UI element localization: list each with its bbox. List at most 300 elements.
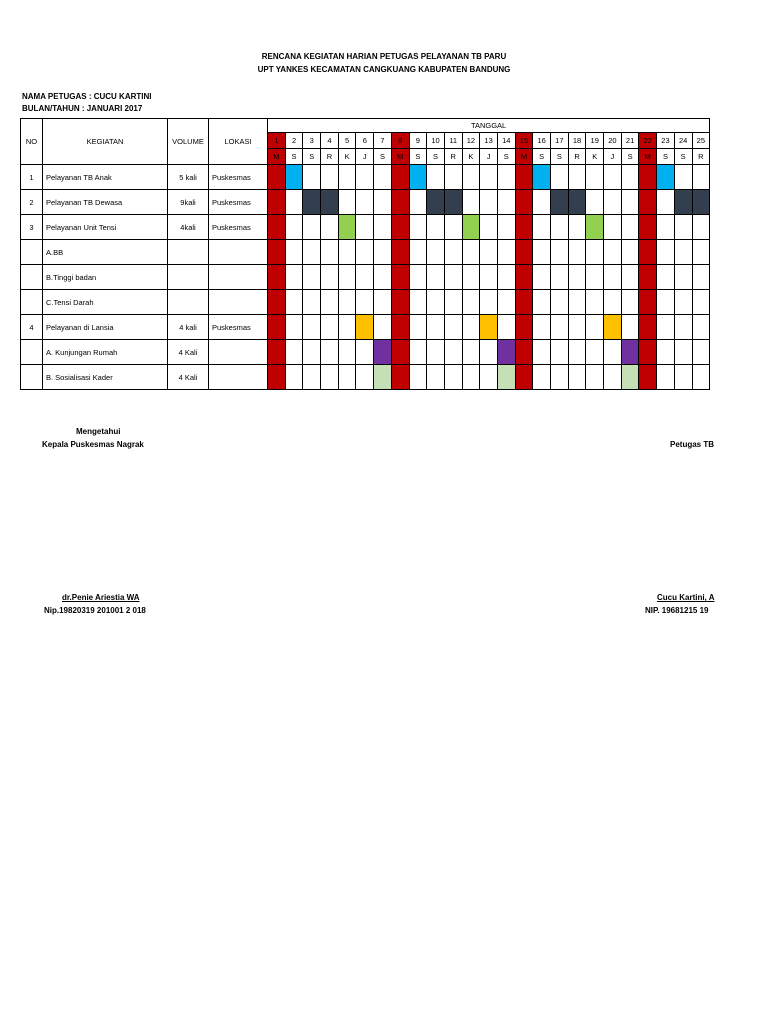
- day-cell: [533, 290, 551, 315]
- day-cell: [692, 165, 710, 190]
- day-cell: [533, 165, 551, 190]
- day-cell: [586, 165, 604, 190]
- day-cell: [303, 215, 321, 240]
- day-cell: [568, 240, 586, 265]
- table-row: [21, 290, 710, 315]
- day-cell: [621, 265, 639, 290]
- day-cell: [480, 315, 498, 340]
- day-cell: [409, 315, 427, 340]
- day-letter: S: [674, 149, 692, 165]
- day-number: 18: [568, 133, 586, 149]
- day-letter: S: [285, 149, 303, 165]
- day-cell: [391, 215, 409, 240]
- day-cell: [391, 340, 409, 365]
- day-cell: [639, 165, 657, 190]
- day-number: 17: [551, 133, 569, 149]
- day-letter: S: [374, 149, 392, 165]
- day-letter: M: [268, 149, 286, 165]
- day-letter: S: [409, 149, 427, 165]
- row-kegiatan: B. Sosialisasi Kader: [43, 365, 168, 390]
- day-cell: [639, 315, 657, 340]
- day-cell: [657, 190, 675, 215]
- day-cell: [285, 290, 303, 315]
- day-cell: [356, 165, 374, 190]
- day-cell: [374, 165, 392, 190]
- day-cell: [374, 190, 392, 215]
- day-cell: [321, 265, 339, 290]
- day-cell: [515, 215, 533, 240]
- day-letter: R: [568, 149, 586, 165]
- day-cell: [338, 340, 356, 365]
- day-cell: [551, 290, 569, 315]
- day-number: 23: [657, 133, 675, 149]
- day-number: 13: [480, 133, 498, 149]
- row-no: [21, 290, 43, 315]
- schedule-table: [20, 118, 710, 390]
- day-cell: [285, 315, 303, 340]
- day-cell: [586, 340, 604, 365]
- day-cell: [444, 240, 462, 265]
- day-cell: [621, 215, 639, 240]
- day-cell: [674, 215, 692, 240]
- day-cell: [674, 315, 692, 340]
- day-cell: [303, 290, 321, 315]
- day-cell: [551, 165, 569, 190]
- day-cell: [674, 365, 692, 390]
- day-cell: [480, 290, 498, 315]
- day-cell: [568, 290, 586, 315]
- day-cell: [374, 240, 392, 265]
- day-number: 14: [497, 133, 515, 149]
- day-cell: [427, 190, 445, 215]
- day-cell: [692, 190, 710, 215]
- day-cell: [338, 165, 356, 190]
- row-no: [21, 265, 43, 290]
- day-cell: [497, 165, 515, 190]
- day-cell: [568, 215, 586, 240]
- row-kegiatan: Pelayanan Unit Tensi: [43, 215, 168, 240]
- day-cell: [657, 240, 675, 265]
- row-lokasi: [209, 365, 268, 390]
- day-number: 11: [444, 133, 462, 149]
- lokasi-header: LOKASI: [209, 119, 268, 165]
- day-number: 15: [515, 133, 533, 149]
- day-cell: [391, 190, 409, 215]
- day-cell: [674, 190, 692, 215]
- day-cell: [356, 265, 374, 290]
- day-cell: [303, 240, 321, 265]
- day-cell: [621, 340, 639, 365]
- day-cell: [568, 365, 586, 390]
- day-cell: [515, 290, 533, 315]
- day-cell: [409, 340, 427, 365]
- day-cell: [692, 315, 710, 340]
- day-cell: [674, 290, 692, 315]
- day-cell: [551, 190, 569, 215]
- day-cell: [621, 165, 639, 190]
- row-lokasi: Puskesmas: [209, 190, 268, 215]
- day-cell: [674, 265, 692, 290]
- row-lokasi: Puskesmas: [209, 315, 268, 340]
- row-volume: [168, 290, 209, 315]
- day-cell: [285, 165, 303, 190]
- header-row: [21, 119, 710, 133]
- day-cell: [444, 215, 462, 240]
- day-cell: [268, 365, 286, 390]
- day-cell: [338, 365, 356, 390]
- day-cell: [533, 265, 551, 290]
- day-cell: [338, 190, 356, 215]
- day-cell: [515, 365, 533, 390]
- day-cell: [515, 340, 533, 365]
- mengetahui-label: Mengetahui: [76, 427, 121, 436]
- day-cell: [338, 265, 356, 290]
- table-row: [21, 265, 710, 290]
- day-cell: [657, 365, 675, 390]
- day-cell: [639, 290, 657, 315]
- day-cell: [268, 190, 286, 215]
- day-cell: [674, 240, 692, 265]
- day-cell: [268, 165, 286, 190]
- day-cell: [427, 215, 445, 240]
- day-cell: [427, 365, 445, 390]
- day-cell: [303, 365, 321, 390]
- day-cell: [462, 190, 480, 215]
- row-volume: 4 Kali: [168, 365, 209, 390]
- row-no: 2: [21, 190, 43, 215]
- day-cell: [604, 340, 622, 365]
- day-cell: [356, 315, 374, 340]
- day-cell: [674, 165, 692, 190]
- day-number: 19: [586, 133, 604, 149]
- day-number: 5: [338, 133, 356, 149]
- day-cell: [321, 190, 339, 215]
- day-cell: [338, 315, 356, 340]
- day-number: 24: [674, 133, 692, 149]
- row-no: [21, 240, 43, 265]
- day-cell: [374, 315, 392, 340]
- day-cell: [639, 365, 657, 390]
- day-cell: [604, 240, 622, 265]
- day-cell: [356, 340, 374, 365]
- day-cell: [409, 240, 427, 265]
- day-cell: [657, 165, 675, 190]
- day-cell: [374, 265, 392, 290]
- day-cell: [551, 340, 569, 365]
- day-cell: [268, 315, 286, 340]
- right-signer-name: Cucu Kartini, A: [657, 593, 715, 602]
- row-kegiatan: B.Tinggi badan: [43, 265, 168, 290]
- day-cell: [568, 190, 586, 215]
- day-cell: [285, 215, 303, 240]
- day-cell: [639, 340, 657, 365]
- day-cell: [604, 290, 622, 315]
- day-cell: [444, 340, 462, 365]
- day-cell: [374, 290, 392, 315]
- day-cell: [639, 215, 657, 240]
- day-cell: [285, 240, 303, 265]
- day-cell: [374, 215, 392, 240]
- day-letter: S: [533, 149, 551, 165]
- day-cell: [692, 290, 710, 315]
- day-cell: [374, 365, 392, 390]
- day-cell: [657, 265, 675, 290]
- day-cell: [621, 190, 639, 215]
- day-cell: [551, 240, 569, 265]
- day-cell: [427, 315, 445, 340]
- row-no: [21, 340, 43, 365]
- day-cell: [604, 190, 622, 215]
- day-cell: [674, 340, 692, 365]
- day-cell: [586, 290, 604, 315]
- day-cell: [497, 315, 515, 340]
- no-header: NO: [21, 119, 43, 165]
- day-cell: [356, 240, 374, 265]
- bulan-tahun: BULAN/TAHUN : JANUARI 2017: [22, 104, 143, 113]
- day-cell: [444, 190, 462, 215]
- row-kegiatan: Pelayanan TB Anak: [43, 165, 168, 190]
- day-cell: [462, 240, 480, 265]
- day-cell: [604, 365, 622, 390]
- day-cell: [356, 190, 374, 215]
- day-number: 8: [391, 133, 409, 149]
- row-lokasi: [209, 265, 268, 290]
- day-cell: [604, 215, 622, 240]
- row-no: 3: [21, 215, 43, 240]
- day-cell: [268, 240, 286, 265]
- day-cell: [268, 340, 286, 365]
- day-cell: [515, 315, 533, 340]
- day-cell: [409, 215, 427, 240]
- row-volume: 4 Kali: [168, 340, 209, 365]
- day-cell: [692, 365, 710, 390]
- table-row: [21, 165, 710, 190]
- day-cell: [568, 265, 586, 290]
- day-letter: S: [497, 149, 515, 165]
- day-cell: [480, 190, 498, 215]
- day-cell: [480, 265, 498, 290]
- day-letter: S: [551, 149, 569, 165]
- day-cell: [586, 365, 604, 390]
- title-line-1: RENCANA KEGIATAN HARIAN PETUGAS PELAYANAN TB PARU: [261, 52, 507, 61]
- day-cell: [480, 340, 498, 365]
- day-cell: [444, 315, 462, 340]
- day-cell: [604, 265, 622, 290]
- day-cell: [268, 290, 286, 315]
- day-cell: [409, 365, 427, 390]
- row-volume: 9kali: [168, 190, 209, 215]
- day-number: 20: [604, 133, 622, 149]
- day-number: 6: [356, 133, 374, 149]
- day-cell: [374, 340, 392, 365]
- day-cell: [462, 215, 480, 240]
- day-cell: [533, 365, 551, 390]
- day-cell: [657, 340, 675, 365]
- day-letter: K: [462, 149, 480, 165]
- day-cell: [515, 165, 533, 190]
- day-number: 3: [303, 133, 321, 149]
- day-cell: [497, 265, 515, 290]
- day-cell: [285, 190, 303, 215]
- day-cell: [692, 240, 710, 265]
- day-cell: [462, 165, 480, 190]
- day-cell: [568, 165, 586, 190]
- day-cell: [497, 240, 515, 265]
- row-kegiatan: A.BB: [43, 240, 168, 265]
- day-cell: [427, 340, 445, 365]
- day-cell: [391, 165, 409, 190]
- day-cell: [391, 315, 409, 340]
- day-cell: [444, 365, 462, 390]
- row-volume: [168, 240, 209, 265]
- day-cell: [533, 340, 551, 365]
- day-cell: [551, 365, 569, 390]
- row-no: [21, 365, 43, 390]
- day-letter: S: [427, 149, 445, 165]
- row-lokasi: Puskesmas: [209, 165, 268, 190]
- day-cell: [303, 190, 321, 215]
- day-cell: [409, 165, 427, 190]
- day-cell: [303, 265, 321, 290]
- row-lokasi: [209, 340, 268, 365]
- day-cell: [621, 290, 639, 315]
- day-number: 25: [692, 133, 710, 149]
- kepala-label: Kepala Puskesmas Nagrak: [42, 440, 144, 449]
- day-cell: [444, 290, 462, 315]
- day-cell: [391, 240, 409, 265]
- day-cell: [497, 190, 515, 215]
- day-cell: [480, 165, 498, 190]
- day-cell: [586, 315, 604, 340]
- day-cell: [268, 265, 286, 290]
- volume-header: VOLUME: [168, 119, 209, 165]
- day-cell: [268, 215, 286, 240]
- day-cell: [657, 315, 675, 340]
- day-cell: [321, 215, 339, 240]
- day-number: 7: [374, 133, 392, 149]
- day-number: 22: [639, 133, 657, 149]
- table-row: [21, 365, 710, 390]
- tanggal-header: TANGGAL: [268, 119, 710, 133]
- day-cell: [321, 165, 339, 190]
- day-cell: [480, 240, 498, 265]
- row-volume: 4 kali: [168, 315, 209, 340]
- day-letter: S: [621, 149, 639, 165]
- day-cell: [657, 215, 675, 240]
- nama-petugas: NAMA PETUGAS : CUCU KARTINI: [22, 92, 152, 101]
- day-cell: [462, 340, 480, 365]
- day-cell: [551, 215, 569, 240]
- day-cell: [338, 215, 356, 240]
- day-cell: [533, 190, 551, 215]
- day-cell: [321, 315, 339, 340]
- day-cell: [321, 240, 339, 265]
- day-number: 10: [427, 133, 445, 149]
- day-letter: R: [321, 149, 339, 165]
- day-number: 4: [321, 133, 339, 149]
- day-cell: [338, 290, 356, 315]
- day-cell: [692, 340, 710, 365]
- day-number: 16: [533, 133, 551, 149]
- day-cell: [285, 365, 303, 390]
- day-cell: [480, 365, 498, 390]
- day-cell: [586, 265, 604, 290]
- day-letter: M: [639, 149, 657, 165]
- day-cell: [497, 290, 515, 315]
- table-row: [21, 190, 710, 215]
- day-cell: [639, 265, 657, 290]
- day-cell: [462, 265, 480, 290]
- day-cell: [338, 240, 356, 265]
- day-number: 2: [285, 133, 303, 149]
- day-cell: [515, 190, 533, 215]
- day-cell: [568, 315, 586, 340]
- day-cell: [657, 290, 675, 315]
- day-cell: [285, 340, 303, 365]
- day-cell: [515, 240, 533, 265]
- petugas-label: Petugas TB: [670, 440, 715, 449]
- day-letter: S: [657, 149, 675, 165]
- day-letter: J: [604, 149, 622, 165]
- day-letter: J: [480, 149, 498, 165]
- row-volume: 5 kali: [168, 165, 209, 190]
- day-cell: [533, 315, 551, 340]
- day-number: 9: [409, 133, 427, 149]
- table-row: [21, 215, 710, 240]
- day-cell: [497, 365, 515, 390]
- table-row: [21, 340, 710, 365]
- day-letter: K: [586, 149, 604, 165]
- row-no: 4: [21, 315, 43, 340]
- left-signer-nip: Nip.19820319 201001 2 018: [44, 606, 146, 615]
- day-cell: [533, 240, 551, 265]
- day-cell: [285, 265, 303, 290]
- day-cell: [303, 315, 321, 340]
- day-cell: [303, 340, 321, 365]
- row-kegiatan: A. Kunjungan Rumah: [43, 340, 168, 365]
- row-volume: [168, 265, 209, 290]
- day-cell: [427, 240, 445, 265]
- row-kegiatan: Pelayanan TB Dewasa: [43, 190, 168, 215]
- right-clip: [712, 110, 768, 430]
- day-cell: [497, 340, 515, 365]
- day-cell: [321, 290, 339, 315]
- day-cell: [409, 290, 427, 315]
- day-cell: [427, 265, 445, 290]
- kegiatan-header: KEGIATAN: [43, 119, 168, 165]
- day-number: 1: [268, 133, 286, 149]
- day-cell: [303, 165, 321, 190]
- day-cell: [551, 265, 569, 290]
- day-cell: [444, 165, 462, 190]
- row-lokasi: [209, 240, 268, 265]
- day-cell: [462, 315, 480, 340]
- day-cell: [586, 190, 604, 215]
- day-cell: [692, 265, 710, 290]
- day-cell: [621, 315, 639, 340]
- day-number: 21: [621, 133, 639, 149]
- day-cell: [321, 365, 339, 390]
- day-cell: [391, 365, 409, 390]
- day-cell: [586, 240, 604, 265]
- day-cell: [639, 240, 657, 265]
- row-volume: 4kali: [168, 215, 209, 240]
- day-letter: R: [692, 149, 710, 165]
- row-lokasi: Puskesmas: [209, 215, 268, 240]
- day-cell: [621, 240, 639, 265]
- day-cell: [356, 215, 374, 240]
- day-letter: S: [303, 149, 321, 165]
